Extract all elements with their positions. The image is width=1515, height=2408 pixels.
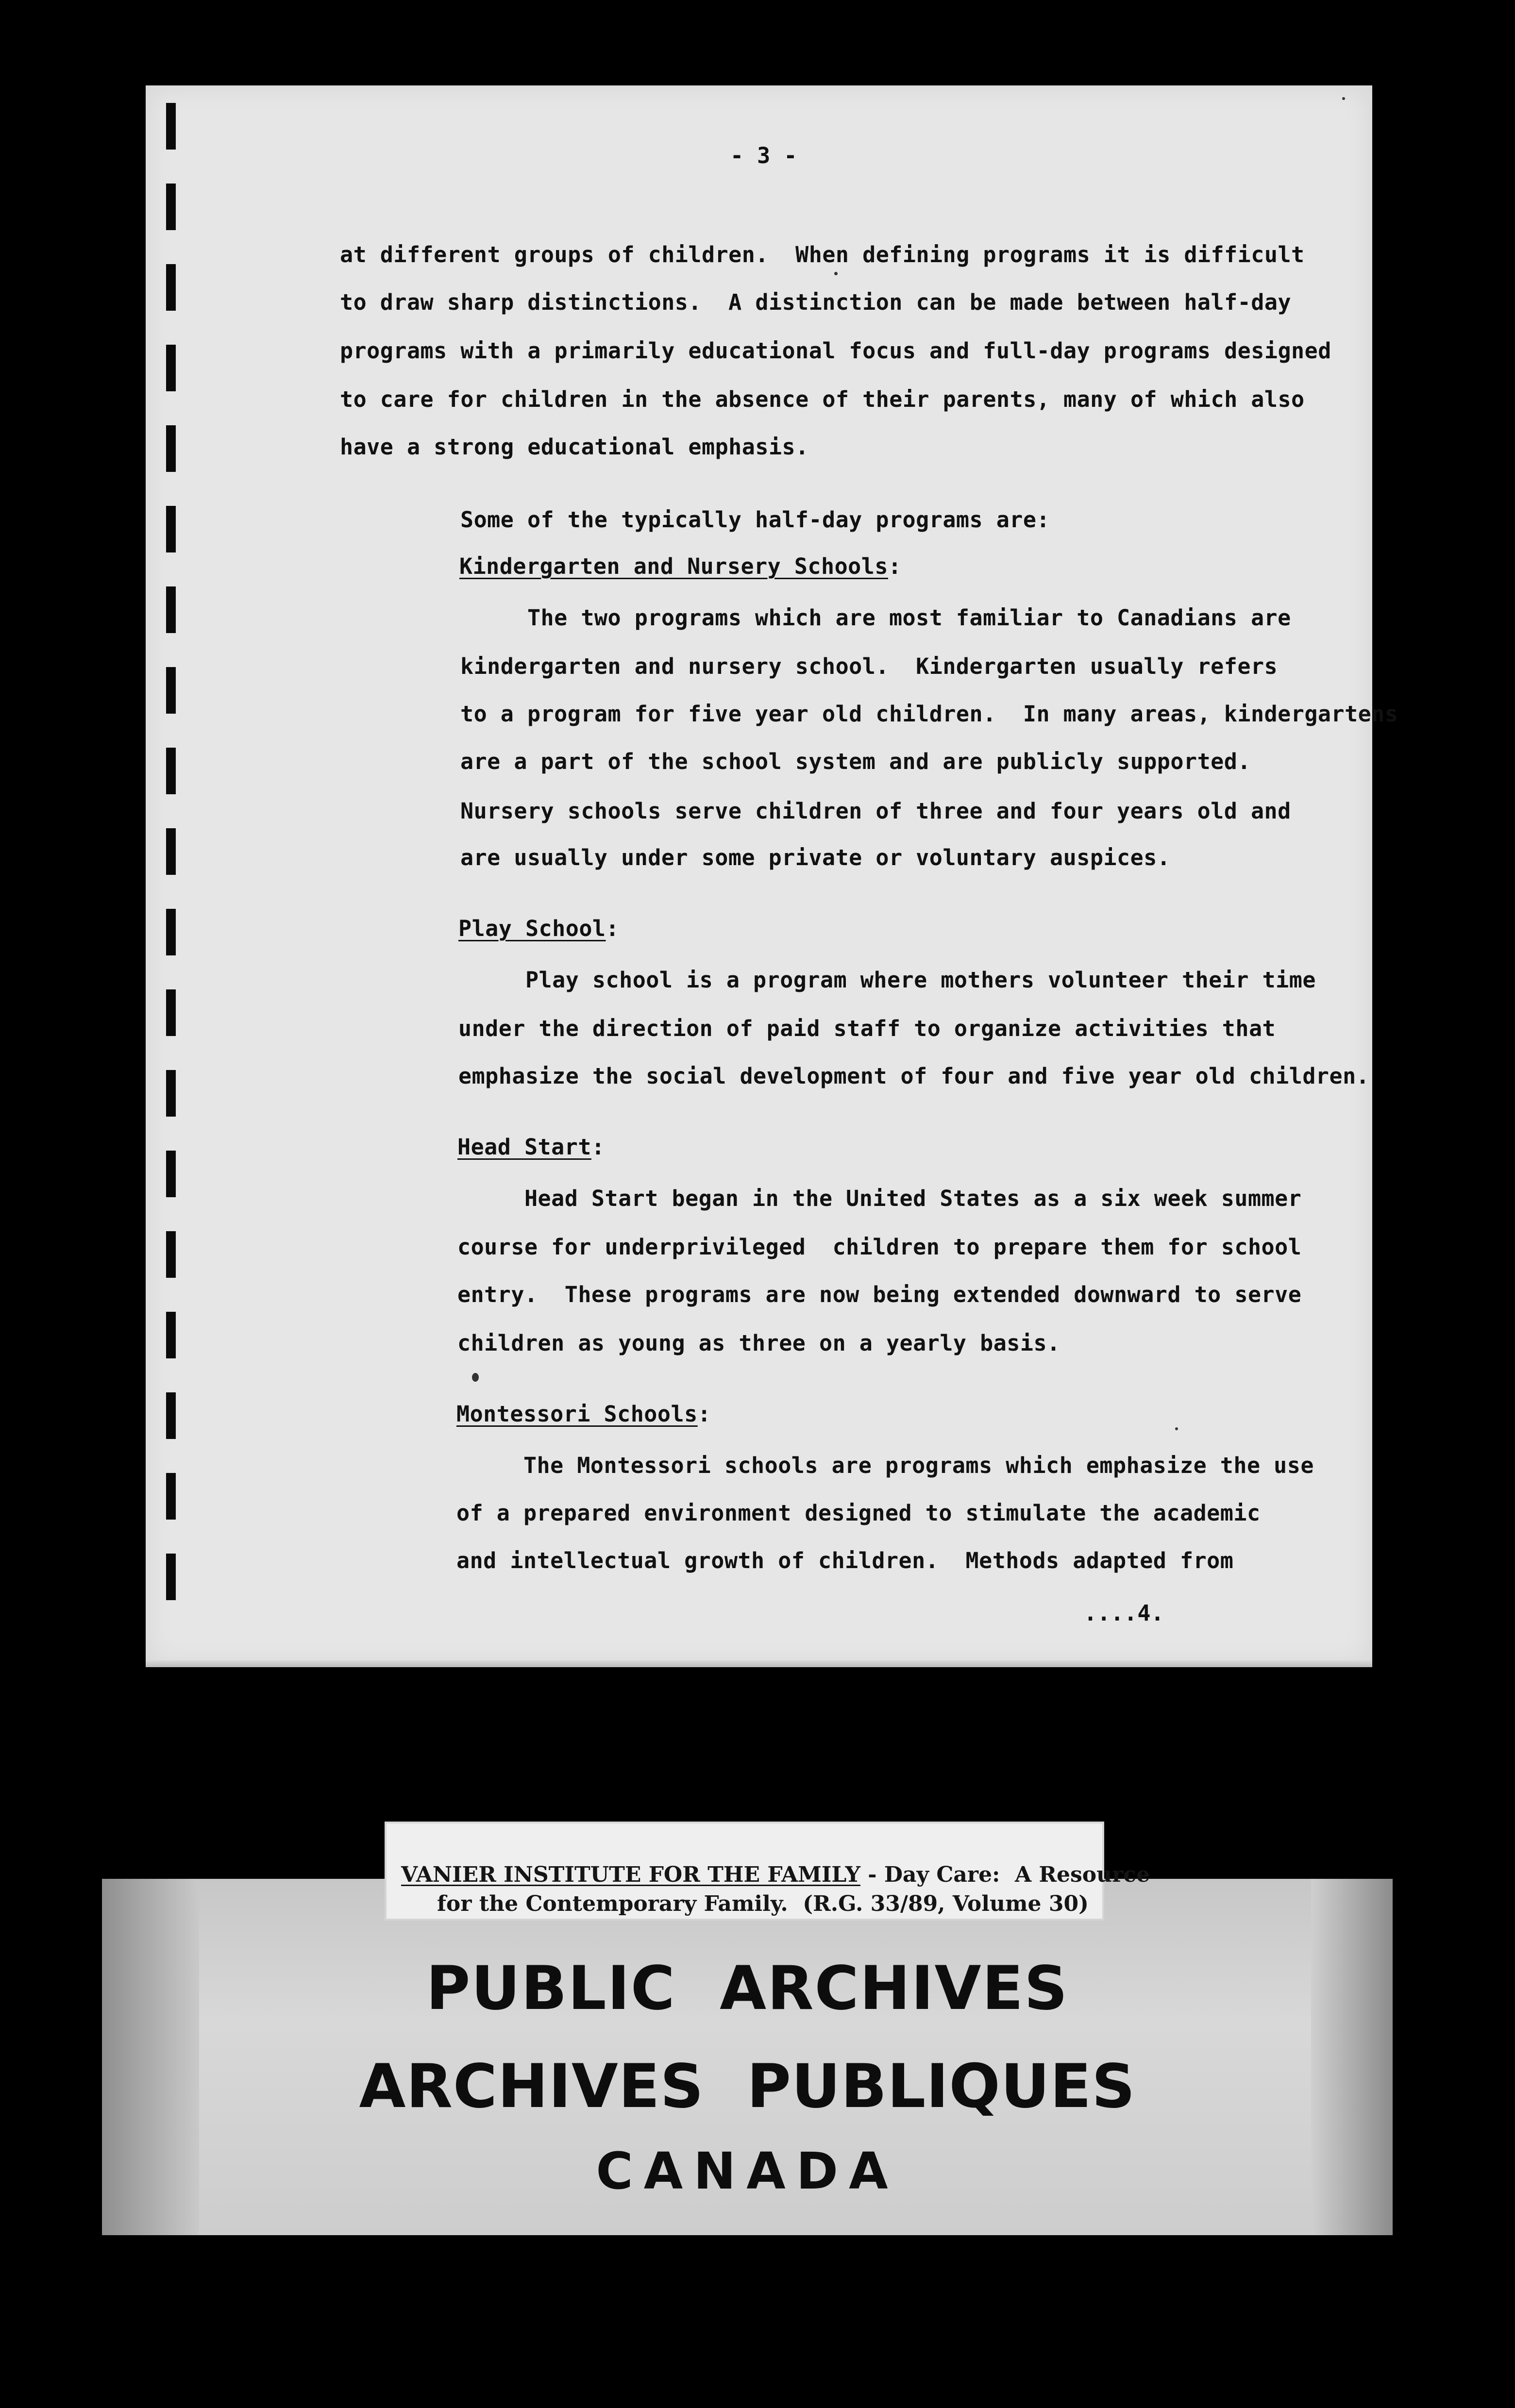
section-heading: Play School: xyxy=(458,916,620,941)
section-line: entry. These programs are now being extended downward to serve xyxy=(457,1282,1302,1307)
intro-line-5: have a strong educational emphasis. xyxy=(340,434,809,460)
intro-line-2: to draw sharp distinctions. A distinction can be made between half-day xyxy=(340,289,1292,315)
film-sprocket-mark xyxy=(166,1070,176,1117)
section-line: The two programs which are most familiar to Canadians are xyxy=(460,605,1291,631)
film-sprocket-mark xyxy=(166,1151,176,1197)
lead-in: Some of the typically half-day programs are: xyxy=(460,507,1050,533)
film-sprocket-mark xyxy=(166,1312,176,1358)
section-line: emphasize the social development of four and five year old children. xyxy=(458,1063,1370,1089)
film-speck xyxy=(834,272,838,275)
section-line: of a prepared environment designed to stimulate the academic xyxy=(456,1500,1261,1526)
section-line: are a part of the school system and are publicly supported. xyxy=(460,749,1251,774)
archive-title-english: PUBLIC ARCHIVES xyxy=(426,1954,1069,2023)
section-line: to a program for five year old children. In many areas, kindergartens xyxy=(460,701,1398,727)
archive-country: CANADA xyxy=(596,2141,899,2201)
section-heading-text: Montessori Schools xyxy=(456,1401,698,1427)
film-sprocket-mark xyxy=(166,1473,176,1520)
intro-line-4: to care for children in the absence of their parents, many of which also xyxy=(340,386,1305,412)
film-sprocket-mark xyxy=(166,748,176,794)
section-line: are usually under some private or voluntary auspices. xyxy=(460,845,1171,870)
section-heading-text: Head Start xyxy=(457,1134,591,1160)
section-line: kindergarten and nursery school. Kindergarten usually refers xyxy=(460,653,1278,679)
film-sprocket-mark xyxy=(166,345,176,391)
film-speck xyxy=(472,1373,479,1382)
film-sprocket-mark xyxy=(166,828,176,875)
section-line: children as young as three on a yearly basis. xyxy=(457,1330,1060,1356)
section-line: Head Start began in the United States as a six week summer xyxy=(457,1186,1302,1211)
continuation-marker: ....4. xyxy=(1084,1600,1164,1626)
section-line: Nursery schools serve children of three and four years old and xyxy=(460,798,1291,824)
section-heading-text: Kindergarten and Nursery Schools xyxy=(459,553,888,579)
section-line: under the direction of paid staff to organize activities that xyxy=(458,1016,1276,1041)
film-sprocket-mark xyxy=(166,184,176,230)
film-sprocket-mark xyxy=(166,909,176,955)
section-heading-text: Play School xyxy=(458,916,606,941)
intro-line-3: programs with a primarily educational focus and full-day programs designed xyxy=(340,338,1331,364)
record-title: - Day Care: A Resource xyxy=(860,1862,1150,1887)
film-sprocket-mark xyxy=(166,1392,176,1439)
page-edge xyxy=(146,1660,1372,1667)
film-sprocket-mark xyxy=(166,1554,176,1600)
section-line: Play school is a program where mothers volunteer their time xyxy=(458,967,1316,993)
film-sprocket-mark xyxy=(166,264,176,311)
section-heading: Montessori Schools: xyxy=(456,1401,711,1427)
section-line: The Montessori schools are programs which emphasize the use xyxy=(456,1453,1314,1478)
reference-line-2: for the Contemporary Family. (R.G. 33/89, Volume 30) xyxy=(437,1891,1089,1916)
reference-line-1 xyxy=(401,1864,1150,1886)
section-heading: Kindergarten and Nursery Schools: xyxy=(459,553,902,579)
section-line: and intellectual growth of children. Methods adapted from xyxy=(456,1548,1234,1573)
film-sprocket-mark xyxy=(166,586,176,633)
institution-name: VANIER INSTITUTE FOR THE FAMILY xyxy=(401,1862,860,1887)
document-page xyxy=(146,85,1372,1667)
section-line: course for underprivileged children to prepare them for school xyxy=(457,1234,1302,1260)
film-sprocket-mark xyxy=(166,103,176,150)
film-sprocket-mark xyxy=(166,506,176,552)
page-number: - 3 - xyxy=(730,143,797,168)
intro-line-1: at different groups of children. When defining programs it is difficult xyxy=(340,242,1305,268)
film-sprocket-mark xyxy=(166,667,176,714)
film-sprocket-mark xyxy=(166,425,176,472)
film-speck xyxy=(1175,1427,1178,1430)
film-sprocket-mark xyxy=(166,989,176,1036)
film-sprocket-mark xyxy=(166,1231,176,1278)
archive-title-french: ARCHIVES PUBLIQUES xyxy=(359,2052,1136,2122)
film-speck xyxy=(1342,97,1345,100)
section-heading: Head Start: xyxy=(457,1134,605,1160)
